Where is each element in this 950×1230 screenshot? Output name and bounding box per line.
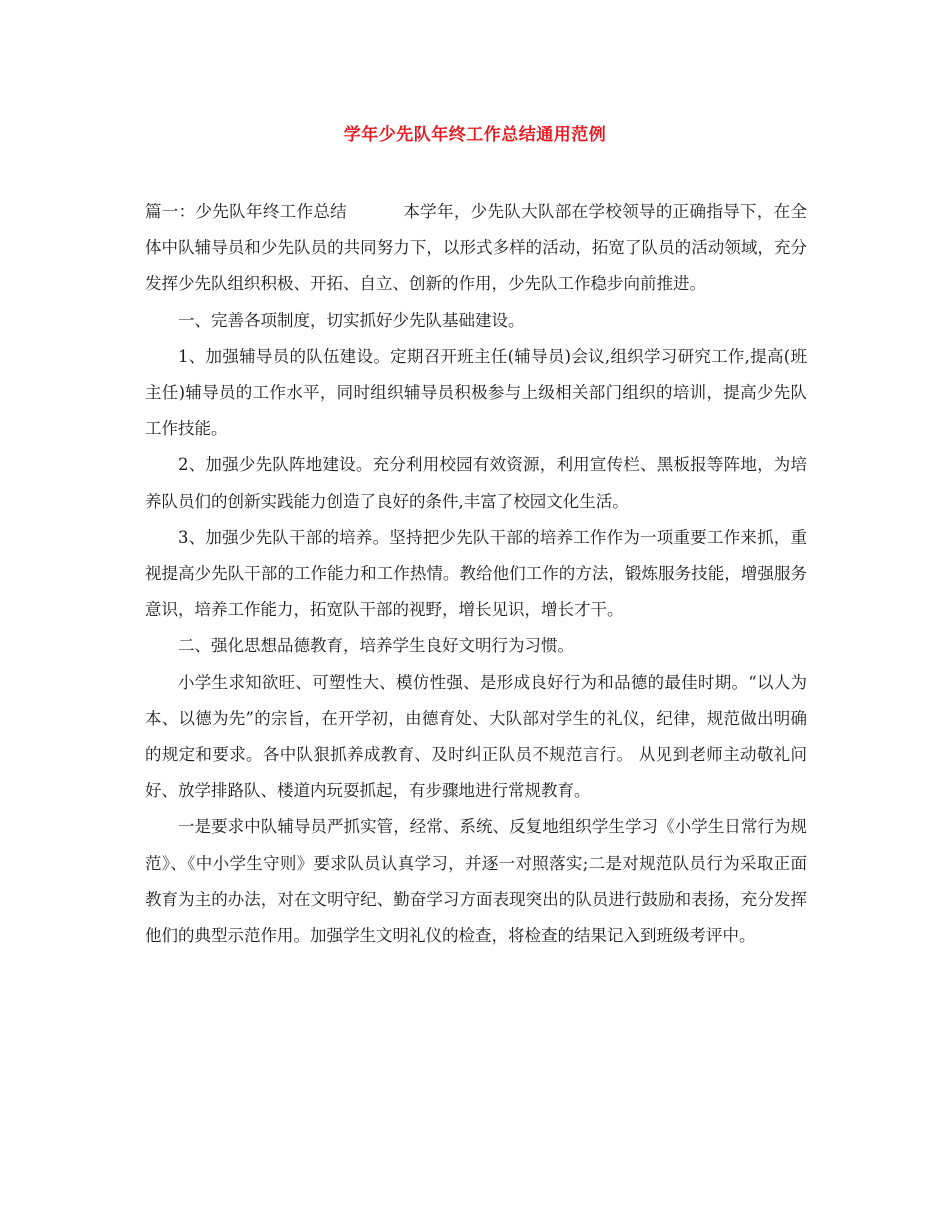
section-heading-two: 二、强化思想品德教育，培养学生良好文明行为习惯。 [178, 636, 574, 656]
document-title: 学年少先队年终工作总结通用范例 [343, 125, 607, 145]
paragraph-norm-study: 一是要求中队辅导员严抓实管，经常、系统、反复地组织学生学习《小学生日常行为规范》、《中小学生守则》要求队员认真学习，并逐一对照落实;二是对规范队员行为采取正面教育为主的办法，对在文明守纪、勤奋学习方面表现突出的队员进行鼓励和表扬，充分发挥他们的典型示范作用。加强学生文明礼仪的检查，将检查的结果记入到班级考评中。 [145, 817, 807, 946]
paragraph-cadre-training: 3、加强少先队干部的培养。坚持把少先队干部的培养工作作为一项重要工作来抓，重视提高少先队干部的工作能力和工作热情。教给他们工作的方法，锻炼服务技能，增强服务意识，培养工作能力，拓宽队干部的视野，增长见识，增长才干。 [145, 527, 807, 620]
paragraph-counselor-team: 1、加强辅导员的队伍建设。定期召开班主任(辅导员)会议,组织学习研究工作,提高(班主任)辅导员的工作水平，同时组织辅导员积极参与上级相关部门组织的培训，提高少先队工作技能。 [145, 346, 807, 439]
paragraph-moral-education: 小学生求知欲旺、可塑性大、模仿性强、是形成良好行为和品德的最佳时期。“以人为本、以德为先”的宗旨，在开学初，由德育处、大队部对学生的礼仪，纪律，规范做出明确的规定和要求。各中队狠抓养成教育、及时纠正队员不规范言行。 从见到老师主动敬礼问好、放学排路队、楼道内玩耍抓起，有步骤地进行常规教育。 [145, 672, 807, 801]
intro-paragraph [145, 194, 807, 303]
document-body [145, 194, 807, 954]
paragraph-position-building: 2、加强少先队阵地建设。充分利用校园有效资源，利用宣传栏、黑板报等阵地，为培养队员们的创新实践能力创造了良好的条件,丰富了校园文化生活。 [145, 455, 807, 511]
intro-text: 本学年，少先队大队部在学校领导的正确指导下，在全体中队辅导员和少先队员的共同努力下，以形式多样的活动，拓宽了队员的活动领域，充分发挥少先队组织积极、开拓、自立、创新的作用，少先队工作稳步向前推进。 [145, 202, 808, 294]
section-heading-one: 一、完善各项制度，切实抓好少先队基础建设。 [178, 310, 525, 330]
section-heading: 篇一：少先队年终工作总结 [145, 202, 347, 221]
